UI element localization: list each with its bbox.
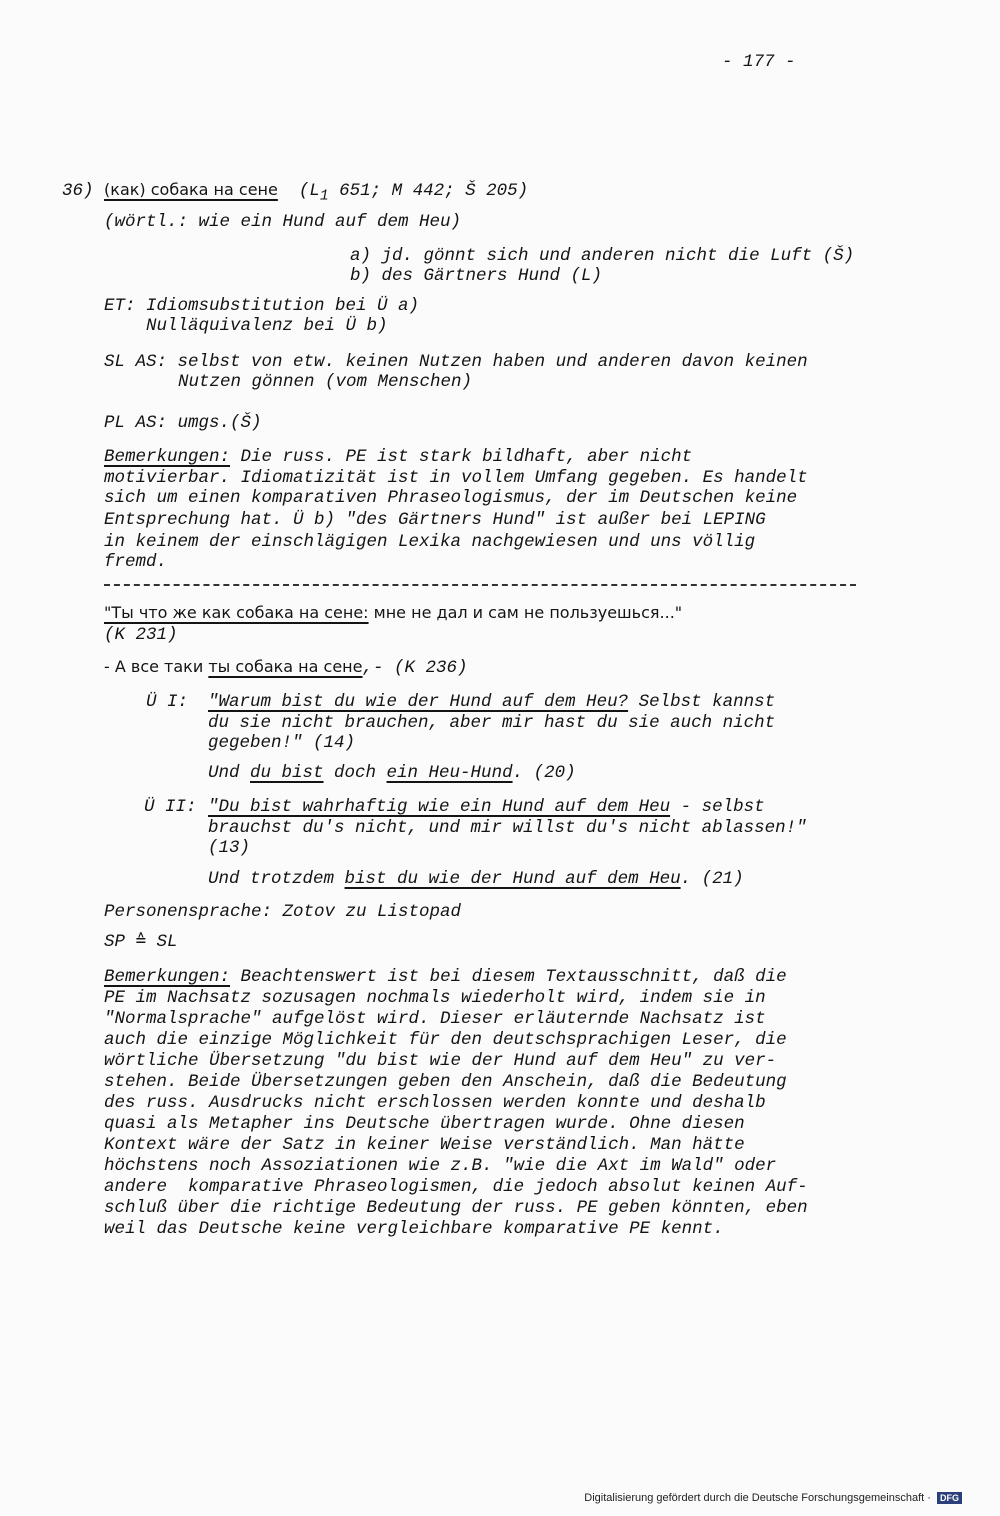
entry-heading — [62, 180, 528, 207]
translation-1-line-2: du sie nicht brauchen, aber mir hast du sie auch nicht — [208, 713, 776, 733]
remarks-2-line: höchstens noch Assoziationen wie z.B. "wie die Axt im Wald" oder — [104, 1156, 777, 1176]
remarks-2-line: wörtliche Übersetzung "du bist wie der Hund auf dem Heu" zu ver- — [104, 1051, 777, 1071]
remarks-2-first: Bemerkungen: Beachtenswert ist bei diesem Textausschnitt, daß die — [104, 967, 787, 987]
remarks-1-first: Bemerkungen: Die russ. PE ist stark bildhaft, aber nicht — [104, 447, 693, 467]
entry-number: 36) — [62, 181, 94, 201]
translation-1-sentence: Und du bist doch ein Heu-Hund. (20) — [208, 763, 576, 783]
translation-2-line-1: "Du bist wahrhaftig wie ein Hund auf dem Heu - selbst — [208, 797, 765, 817]
remarks-1-line: motivierbar. Idiomatizität ist in vollem Umfang gegeben. Es handelt — [104, 468, 808, 488]
meaning-b: b) des Gärtners Hund (L) — [350, 266, 603, 286]
funding-text: Digitalisierung gefördert durch die Deutsche Forschungsgemeinschaft — [584, 1492, 925, 1504]
literal-translation: (wörtl.: wie ein Hund auf dem Heu) — [104, 212, 462, 232]
personensprache: Personensprache: Zotov zu Listopad — [104, 902, 462, 922]
remarks-2-line: stehen. Beide Übersetzungen geben den Anschein, daß die Bedeutung — [104, 1072, 787, 1092]
funding-footer: Digitalisierung gefördert durch die Deutsche Forschungsgemeinschaft · DFG — [584, 1492, 962, 1504]
et-line-1: ET: Idiomsubstitution bei Ü a) — [104, 296, 420, 316]
remarks-2-line: schluß über die richtige Bedeutung der russ. PE geben könnten, eben — [104, 1198, 808, 1218]
translation-2-label: Ü II: — [144, 797, 197, 817]
remarks-label: Bemerkungen: — [104, 447, 231, 467]
remarks-1-line: in keinem der einschlägigen Lexika nachgewiesen und uns völlig — [104, 532, 756, 552]
remarks-1-line: fremd. — [104, 552, 168, 572]
translation-2-line-2: brauchst du's nicht, und mir willst du's nicht ablassen!" — [208, 818, 807, 838]
meaning-a: a) jd. gönnt sich und anderen nicht die Luft (Š) — [350, 246, 855, 266]
remarks-2-line: weil das Deutsche keine vergleichbare komparative PE kennt. — [104, 1219, 724, 1239]
page-number: - 177 - — [722, 52, 796, 72]
pl-line: PL AS: umgs.(Š) — [104, 413, 262, 433]
entry-headword: (как) собака на сене — [104, 180, 278, 199]
remarks-2-line: Kontext wäre der Satz in keiner Weise verständlich. Man hätte — [104, 1135, 745, 1155]
remarks-2-line: auch die einzige Möglichkeit für den deutschsprachigen Leser, die — [104, 1030, 787, 1050]
remarks-2-line: andere komparative Phraseologismen, die jedoch absolut keinen Auf- — [104, 1177, 808, 1197]
sl-line-2: Nutzen gönnen (vom Menschen) — [178, 372, 473, 392]
remarks-2-line: PE im Nachsatz sozusagen nochmals wiederholt wird, indem sie in — [104, 988, 766, 1008]
quote-1: "Ты что же как собака на сене: мне не дал и сам не пользуешься..." — [104, 603, 683, 622]
sl-line-1: SL AS: selbst von etw. keinen Nutzen haben und anderen davon keinen — [104, 352, 808, 372]
remarks-2-line: quasi als Metapher ins Deutsche übertragen wurde. Ohne diesen — [104, 1114, 745, 1134]
dfg-logo: DFG — [937, 1492, 962, 1504]
quote-1-reference: (K 231) — [104, 625, 178, 645]
remarks-2-line: "Normalsprache" aufgelöst wird. Dieser erläuternde Nachsatz ist — [104, 1009, 766, 1029]
remarks-1-line: Entsprechung hat. Ü b) "des Gärtners Hund" ist außer bei LEPING — [104, 510, 766, 530]
remarks-1-line: sich um einen komparativen Phraseologismus, der im Deutschen keine — [104, 488, 798, 508]
dashed-divider — [104, 584, 856, 586]
quote-2: - А все таки ты собака на сене,- (K 236) — [104, 657, 468, 678]
remarks-label: Bemerkungen: — [104, 967, 231, 987]
et-line-2: Nulläquivalenz bei Ü b) — [146, 316, 388, 336]
translation-2-line-3: (13) — [208, 838, 251, 858]
translation-2-sentence: Und trotzdem bist du wie der Hund auf dem Heu. (21) — [208, 869, 744, 889]
translation-1-label: Ü I: — [146, 692, 189, 712]
translation-1-line-1: "Warum bist du wie der Hund auf dem Heu? Selbst kannst — [208, 692, 776, 712]
translation-1-line-3: gegeben!" (14) — [208, 733, 356, 753]
remarks-2-line: des russ. Ausdrucks nicht erschlossen werden konnte und deshalb — [104, 1093, 766, 1113]
entry-sources: ($L_1$ 651; M 442; Š 205) — [298, 181, 529, 205]
sp-sl: SP ≙ SL — [104, 932, 178, 952]
